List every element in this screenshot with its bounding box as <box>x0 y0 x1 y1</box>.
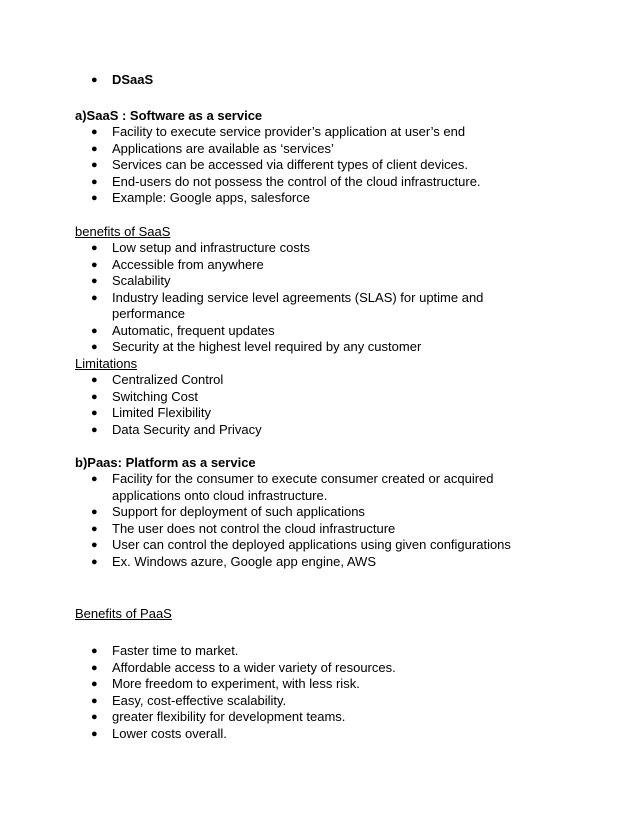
list-item <box>0 693 638 710</box>
bullet: ● <box>91 192 98 204</box>
list-item <box>0 290 638 323</box>
bullet: ● <box>91 678 98 690</box>
list-item-text: Easy, cost-effective scalability. <box>112 692 287 708</box>
bullet: ● <box>91 374 98 386</box>
list-item <box>0 389 638 406</box>
list-item-text: Applications are available as ‘services’ <box>112 140 334 156</box>
list-item <box>0 676 638 693</box>
dsaas-label: DSaaS <box>112 72 154 87</box>
list-item <box>0 273 638 290</box>
bullet: ● <box>91 126 98 138</box>
list-item <box>0 174 638 191</box>
bullet: ● <box>91 555 98 568</box>
list-item-text: Support for deployment of such applications <box>112 504 365 519</box>
bullet: ● <box>91 159 98 171</box>
saas-list <box>0 124 638 207</box>
list-item <box>0 660 638 677</box>
bullet: ● <box>91 661 98 674</box>
bullet: ● <box>91 175 98 188</box>
list-item <box>0 422 638 439</box>
list-item-text: More freedom to experiment, with less risk. <box>112 676 360 691</box>
bullet: ● <box>91 341 98 353</box>
list-item-text: Industry leading service level agreements (SLAS) for uptime and performance <box>112 289 484 321</box>
saas-heading: a)SaaS : Software as a service <box>75 108 263 123</box>
bullet: ● <box>91 727 98 740</box>
list-item-text: Low setup and infrastructure costs <box>112 240 310 255</box>
list-item-text: Automatic, frequent updates <box>112 322 275 338</box>
bullet: ● <box>91 522 98 535</box>
list-item-text: Switching Cost <box>112 388 198 404</box>
list-item-text: Affordable access to a wider variety of resources. <box>112 659 396 675</box>
list-item <box>0 240 638 257</box>
list-item-text: Data Security and Privacy <box>112 421 262 437</box>
bullet: ● <box>91 473 98 485</box>
limitations-heading: Limitations <box>75 356 138 371</box>
bullet: ● <box>91 324 98 337</box>
list-item-text: Security at the highest level required by any customer <box>112 339 422 354</box>
paas-benefits-heading: Benefits of PaaS <box>75 606 172 621</box>
bullet: ● <box>91 242 98 254</box>
list-item <box>0 141 638 158</box>
bullet: ● <box>91 506 98 518</box>
list-item <box>0 709 638 726</box>
list-item-text: Lower costs overall. <box>112 725 227 741</box>
bullet: ● <box>91 291 98 304</box>
bullet: ● <box>91 390 98 403</box>
bullet: ● <box>91 275 98 287</box>
bullet: ● <box>91 258 98 271</box>
list-item-text: Facility to execute service provider’s application at user’s end <box>112 124 466 139</box>
list-item-text: User can control the deployed applications using given configurations <box>112 537 511 552</box>
list-item <box>0 726 638 743</box>
list-item-text: Centralized Control <box>112 372 224 387</box>
paas-list <box>0 471 638 570</box>
list-item-text: Example: Google apps, salesforce <box>112 190 310 205</box>
paas-heading: b)Paas: Platform as a service <box>75 455 256 470</box>
list-item <box>0 471 638 504</box>
list-item <box>0 643 638 660</box>
saas-benefits-list <box>0 240 638 356</box>
bullet: ● <box>91 423 98 436</box>
list-item <box>0 537 638 554</box>
bullet: ● <box>91 711 98 723</box>
list-item-text: Ex. Windows azure, Google app engine, AWS <box>112 553 376 569</box>
bullet: ● <box>91 694 98 707</box>
list-item-text: Faster time to market. <box>112 643 239 658</box>
list-item <box>0 157 638 174</box>
saas-benefits-heading: benefits of SaaS <box>75 224 171 239</box>
list-item-text: The user does not control the cloud infrastructure <box>112 520 396 536</box>
bullet: ● <box>91 407 98 419</box>
list-item-text: Accessible from anywhere <box>112 256 264 272</box>
list-item <box>0 372 638 389</box>
bullet: ● <box>91 539 98 551</box>
list-item <box>0 323 638 340</box>
list-item-text: End-users do not possess the control of the cloud infrastructure. <box>112 173 481 189</box>
list-item <box>0 339 638 356</box>
list-item <box>0 124 638 141</box>
list-item-text: Facility for the consumer to execute consumer created or acquired applications onto cloud infrastructure. <box>112 471 494 503</box>
paas-benefits-list <box>0 643 638 742</box>
list-item <box>0 504 638 521</box>
list-item-text: greater flexibility for development teams. <box>112 709 346 724</box>
bullet: ● <box>91 645 98 657</box>
list-item <box>0 257 638 274</box>
list-item <box>0 521 638 538</box>
bullet: ● <box>91 142 98 155</box>
list-item <box>0 554 638 571</box>
list-item-text: Limited Flexibility <box>112 405 211 420</box>
list-item-text: Services can be accessed via different types of client devices. <box>112 157 469 172</box>
list-item-text: Scalability <box>112 273 171 288</box>
bullet: ● <box>91 74 98 86</box>
list-item <box>0 405 638 422</box>
list-item <box>0 190 638 207</box>
limitations-list <box>0 372 638 438</box>
